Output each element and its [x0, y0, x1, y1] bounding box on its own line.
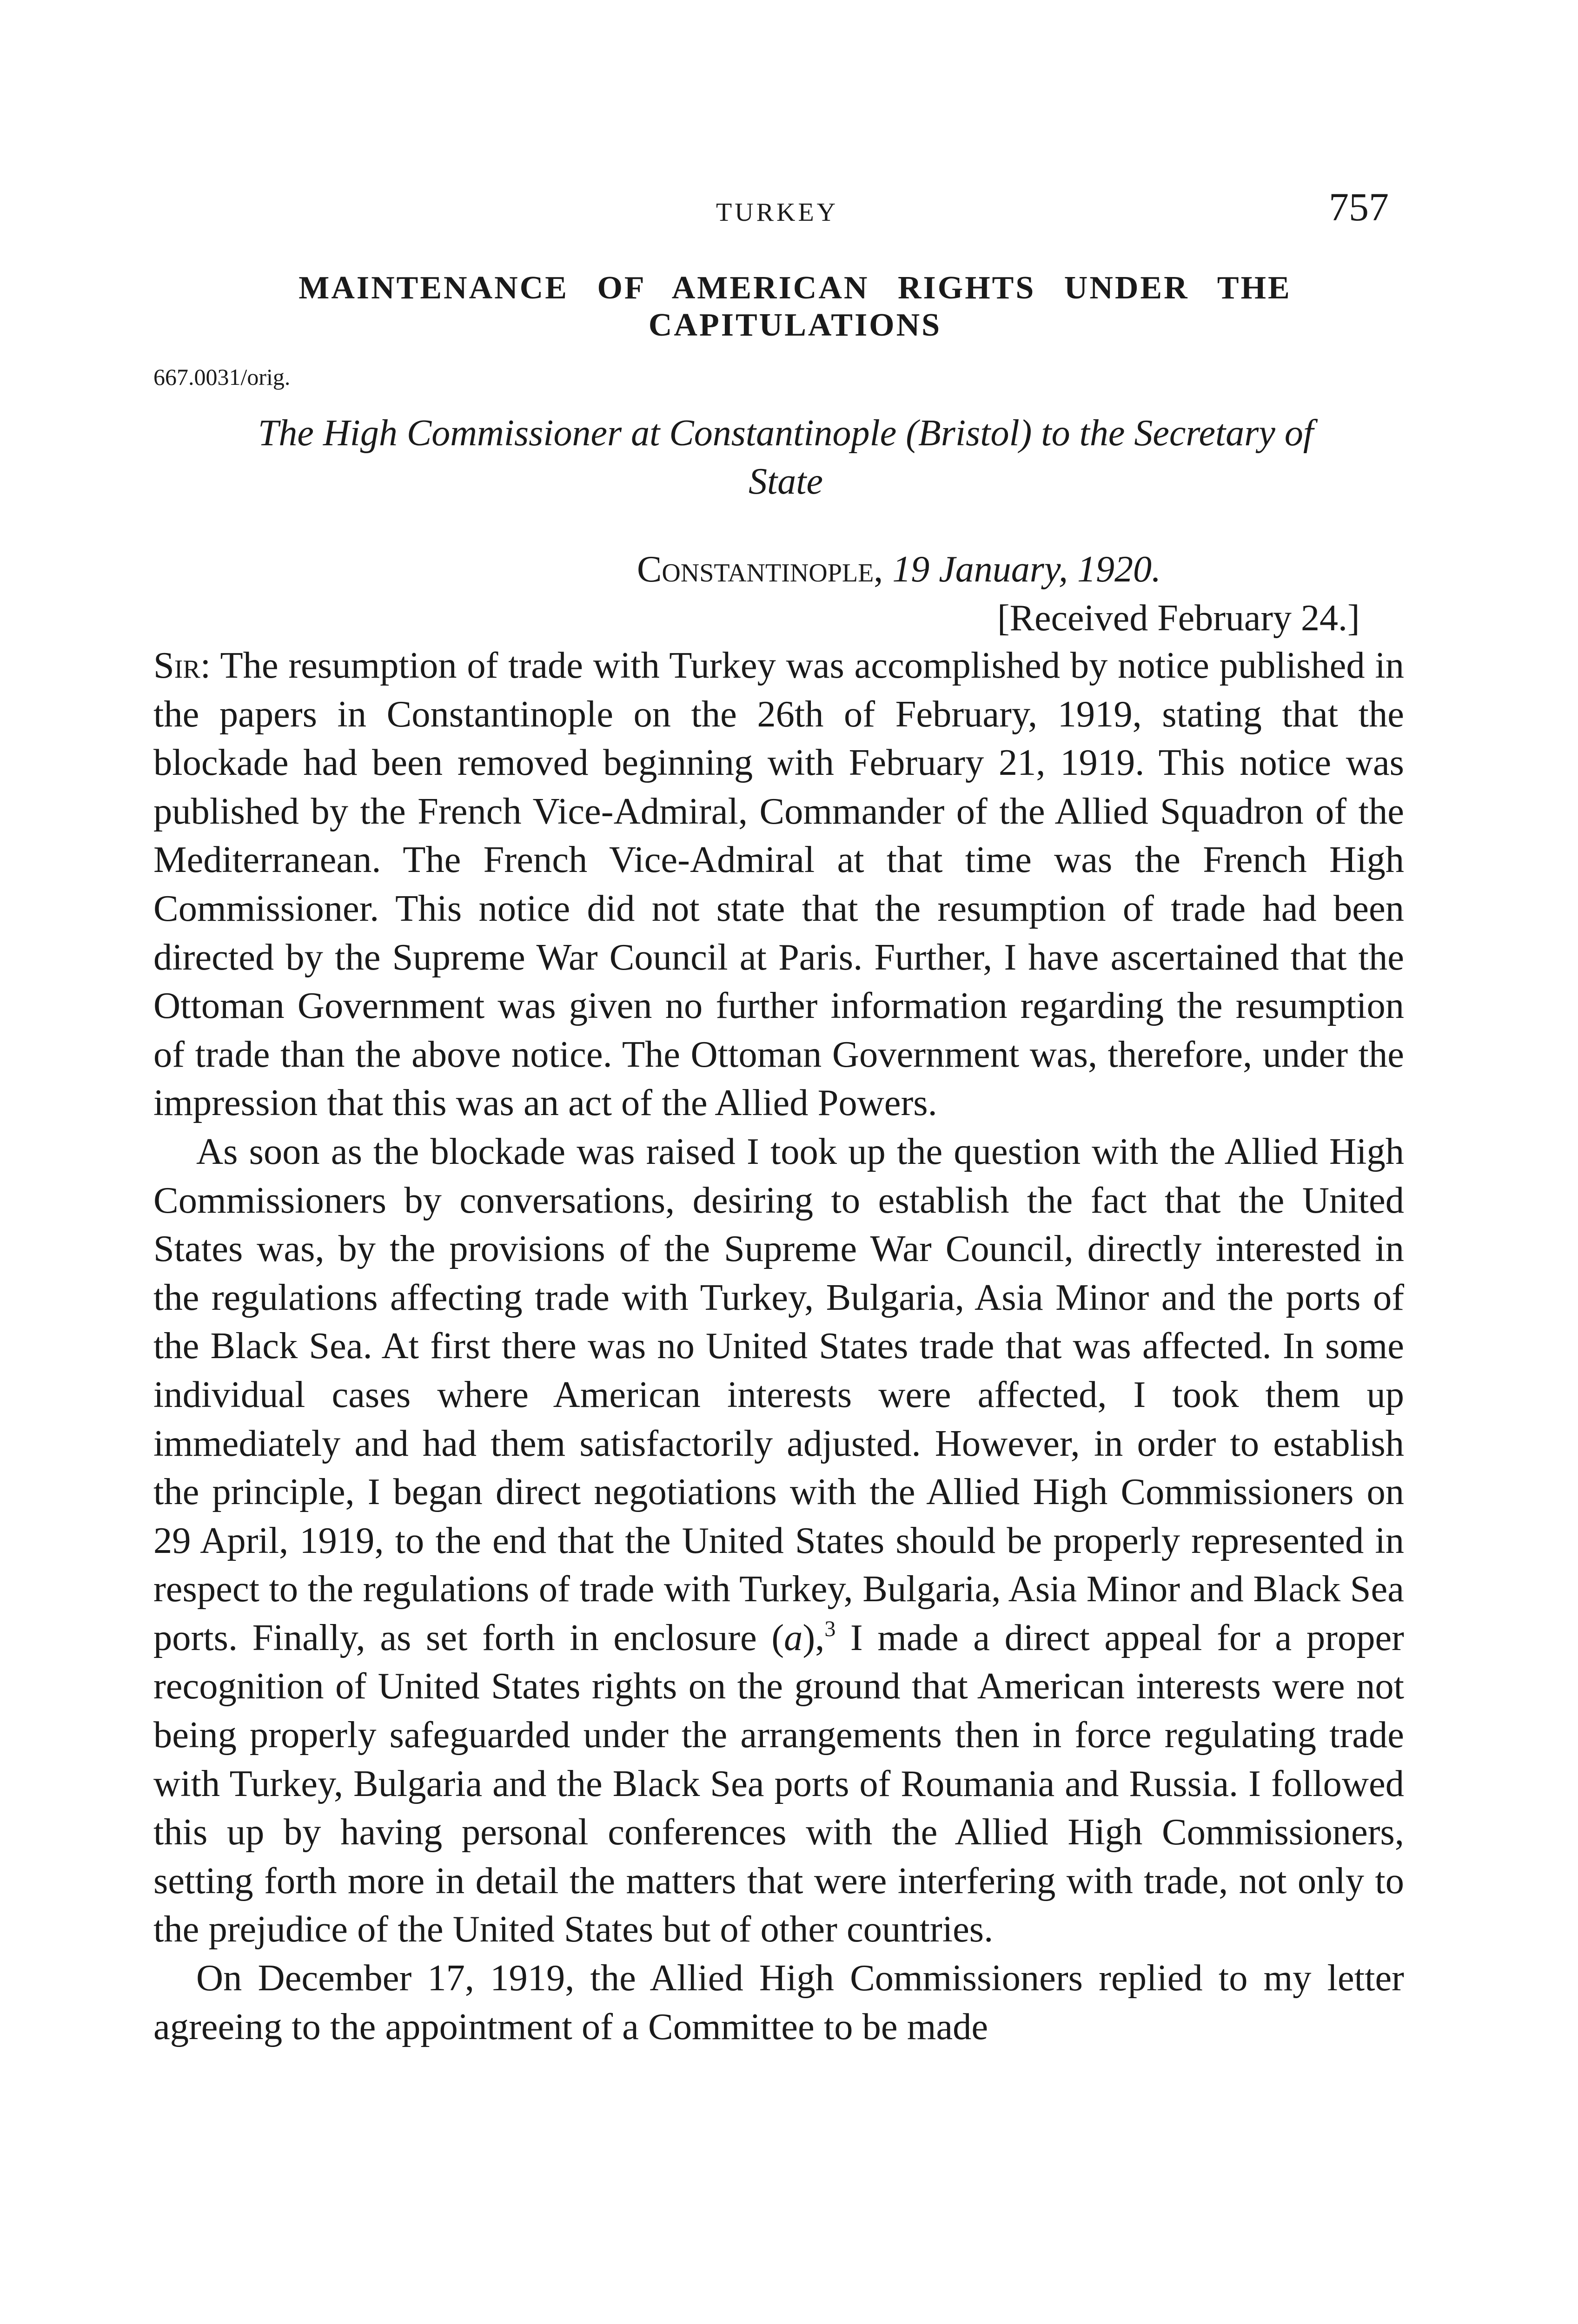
footnote-reference: 3: [824, 1616, 836, 1641]
salutation: Sir: [153, 645, 200, 686]
enclosure-letter: a: [784, 1617, 803, 1658]
paragraph-1-text: : The resumption of trade with Turkey was accomplished by notice published in the papers in Constantinople on the 26th of February, 1919, stating that the blockade had been removed beginning with February 21, 1919. This notice was published by the French Vice-Admiral, Commander of the Allied Squadron of the Mediterranean. The French Vice-Admiral at that time was the French High Commissioner. This notice did not state that the resumption of trade had been directed by the Supreme War Council at Paris. Further, I have ascertained that the Ottoman Government was given no further information regarding the resumption of trade than the above notice. The Ottoman Government was, therefore, under the impression that this was an act of the Allied Powers.: [153, 645, 1404, 1124]
document-heading: The High Commissioner at Constantinople (Bristol) to the Secretary of State: [258, 413, 1314, 502]
paragraph-1: [153, 641, 1404, 1128]
file-reference: 667.0031/orig.: [153, 364, 291, 390]
received-date: [Received February 24.]: [997, 598, 1360, 639]
section-title: MAINTENANCE OF AMERICAN RIGHTS UNDER THE CAPITULATIONS: [298, 270, 1292, 343]
paragraph-2: [153, 1128, 1404, 1954]
letter-body: [153, 641, 1404, 2051]
dateline-place: Constantinople,: [637, 549, 883, 590]
paragraph-3-text: On December 17, 1919, the Allied High Commissioners replied to my letter agreeing to the appointment of a Committee to be made: [153, 1957, 1404, 2047]
paragraph-2-text-b: I made a direct appeal for a proper recognition of United States rights on the ground that American interests were not being properly safeguarded under the arrangements then in force regulating trade with Turkey, Bulgaria and the Black Sea ports of Roumania and Russia. I followed this up by having personal conferences with the Allied High Commissioners, setting forth more in detail the matters that were interfering with trade, not only to the prejudice of the United States but of other countries.: [153, 1617, 1404, 1950]
dateline-date: 19 January, 1920.: [892, 549, 1161, 590]
paragraph-2-text-a: As soon as the blockade was raised I took up the question with the Allied High Commissioners by conversations, desiring to establish the fact that the United States was, by the provisions of the Supreme War Council, directly interested in the regulations affecting trade with Turkey, Bulgaria, Asia Minor and the ports of the Black Sea. At first there was no United States trade that was affected. In some individual cases where American interests were affected, I took them up immediately and had them satisfactorily adjusted. However, in order to establish the principle, I began direct negotiations with the Allied High Commissioners on 29 April, 1919, to the end that the United States should be properly represented in respect to the regulations of trade with Turkey, Bulgaria, Asia Minor and Black Sea ports. Finally, as set forth in enclosure (: [153, 1130, 1404, 1658]
running-head: [0, 184, 1578, 239]
enclosure-close: ),: [802, 1617, 825, 1658]
dateline: [637, 548, 1161, 591]
running-title: TURKEY: [716, 198, 839, 227]
page-number: 757: [1329, 185, 1389, 229]
paragraph-3: [153, 1954, 1404, 2051]
